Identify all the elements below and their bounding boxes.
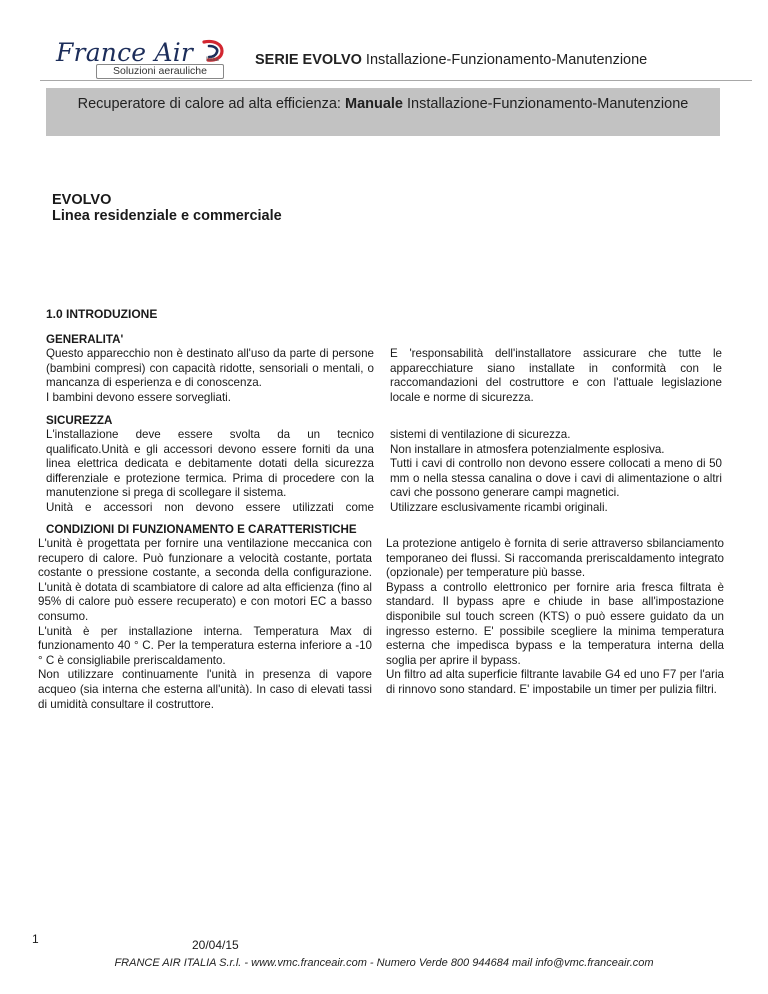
- paragraph: Questo apparecchio non è destinato all'uso da parte di persone (bambini compresi) con capacità ridotte, sensoriali o mentali, o mancanza di esperienza e di conoscenza.: [46, 347, 374, 390]
- logo-wordmark: France Air: [56, 38, 194, 67]
- sicurezza-heading: SICUREZZA: [46, 414, 113, 427]
- banner-pre: Recuperatore di calore ad alta efficienza:: [77, 96, 345, 112]
- header-divider: [40, 80, 752, 81]
- paragraph: E 'responsabilità dell'installatore assicurare che tutte le apparecchiature siano installate in conformità con le raccomandazioni del costruttore e con l'attuale legislazione locale e norme di sicurezza.: [390, 347, 722, 404]
- paragraph: Non installare in atmosfera potenzialmente esplosiva.: [390, 442, 665, 456]
- generalita-left-column: [46, 347, 374, 405]
- paragraph: La protezione antigelo è fornita di serie attraverso sbilanciamento temporaneo dei flussi. Si raccomanda preriscaldamento integrato (opzionale) per temperature più basse.: [386, 537, 724, 580]
- paragraph: L'unità è progettata per fornire una ventilazione meccanica con recupero di calore. Può funzionare a velocità costante, portata costante o pressione costante, a seconda della configurazione. L'unità è dotata di scambiatore di calore ad alta efficienza (fino al 95% di calore può essere recuperato) e con motori EC a basso consumo.: [38, 537, 372, 623]
- condizioni-left-column: [38, 537, 372, 712]
- footer-date: 20/04/15: [192, 938, 239, 952]
- banner-post: Installazione-Funzionamento-Manutenzione: [403, 96, 689, 112]
- paragraph: I bambini devono essere sorvegliati.: [46, 390, 231, 404]
- title-banner: [46, 88, 720, 136]
- condizioni-right-column: [386, 537, 724, 698]
- series-subtitle: Installazione-Funzionamento-Manutenzione: [361, 52, 648, 68]
- section-heading: 1.0 INTRODUZIONE: [46, 307, 158, 321]
- paragraph: Non utilizzare continuamente l'unità in presenza di vapore acqueo (sia interna che esterna all'unità). In caso di elevati tassi di umidità consultare il costruttore.: [38, 668, 372, 711]
- banner-bold: Manuale: [344, 96, 403, 112]
- series-name: SERIE EVOLVO: [255, 52, 362, 68]
- sicurezza-right-column: [390, 428, 722, 516]
- paragraph: Utilizzare esclusivamente ricambi originali.: [390, 500, 608, 514]
- logo-tagline: Soluzioni aerauliche: [96, 64, 224, 79]
- product-name: EVOLVO: [52, 192, 112, 208]
- paragraph: Unità e accessori non devono essere utilizzati come: [46, 500, 374, 514]
- product-line: Linea residenziale e commerciale: [52, 208, 282, 224]
- paragraph: L'installazione deve essere svolta da un tecnico qualificato.Unità e gli accessori devono essere forniti da una linea elettrica dedicata e debitamente dotati della sicurezza differenziale e protezione termica. Prima di procedere con la manutenzione si prega di scollegare il sistema.: [46, 428, 374, 500]
- banner-title: [46, 96, 720, 112]
- generalita-right-column: [390, 347, 722, 405]
- paragraph: Tutti i cavi di controllo non devono essere collocati a meno di 50 mm o nella stessa canalina o dove i cavi di alimentazione o altri cavi che possono generare campi magnetici.: [390, 457, 722, 500]
- paragraph: Un filtro ad alta superficie filtrante lavabile G4 ed uno F7 per l'aria di rinnovo sono standard. E' impostabile un timer per pulizia filtri.: [386, 668, 724, 696]
- paragraph: sistemi di ventilazione di sicurezza.: [390, 428, 571, 441]
- series-title: [255, 52, 647, 68]
- condizioni-heading: CONDIZIONI DI FUNZIONAMENTO E CARATTERISTICHE: [46, 523, 357, 536]
- footer-contact: FRANCE AIR ITALIA S.r.l. - www.vmc.franceair.com - Numero Verde 800 944684 mail info@vmc.franceair.com: [114, 957, 654, 969]
- sicurezza-left-column: [46, 428, 374, 516]
- page-number: 1: [32, 932, 39, 946]
- paragraph: L'unità è per installazione interna. Temperatura Max di funzionamento 40 ° C. Per la temperatura esterna inferiore a -10 ° C è consigliabile preriscaldamento.: [38, 624, 372, 667]
- logo-country: Italia: [206, 57, 219, 63]
- brand-logo: [48, 36, 233, 80]
- paragraph: Bypass a controllo elettronico per fornire aria fresca filtrata è standard. Il bypass apre e chiude in base all'impostazione disponibile sul touch screen (KTS) o può essere guidato da un ingresso esterno. E' possibile scegliere la minima temperatura esterna che impedisca bypass e la temperatura interna della soglia per aprire il bypass.: [386, 580, 724, 667]
- generalita-heading: GENERALITA': [46, 333, 124, 346]
